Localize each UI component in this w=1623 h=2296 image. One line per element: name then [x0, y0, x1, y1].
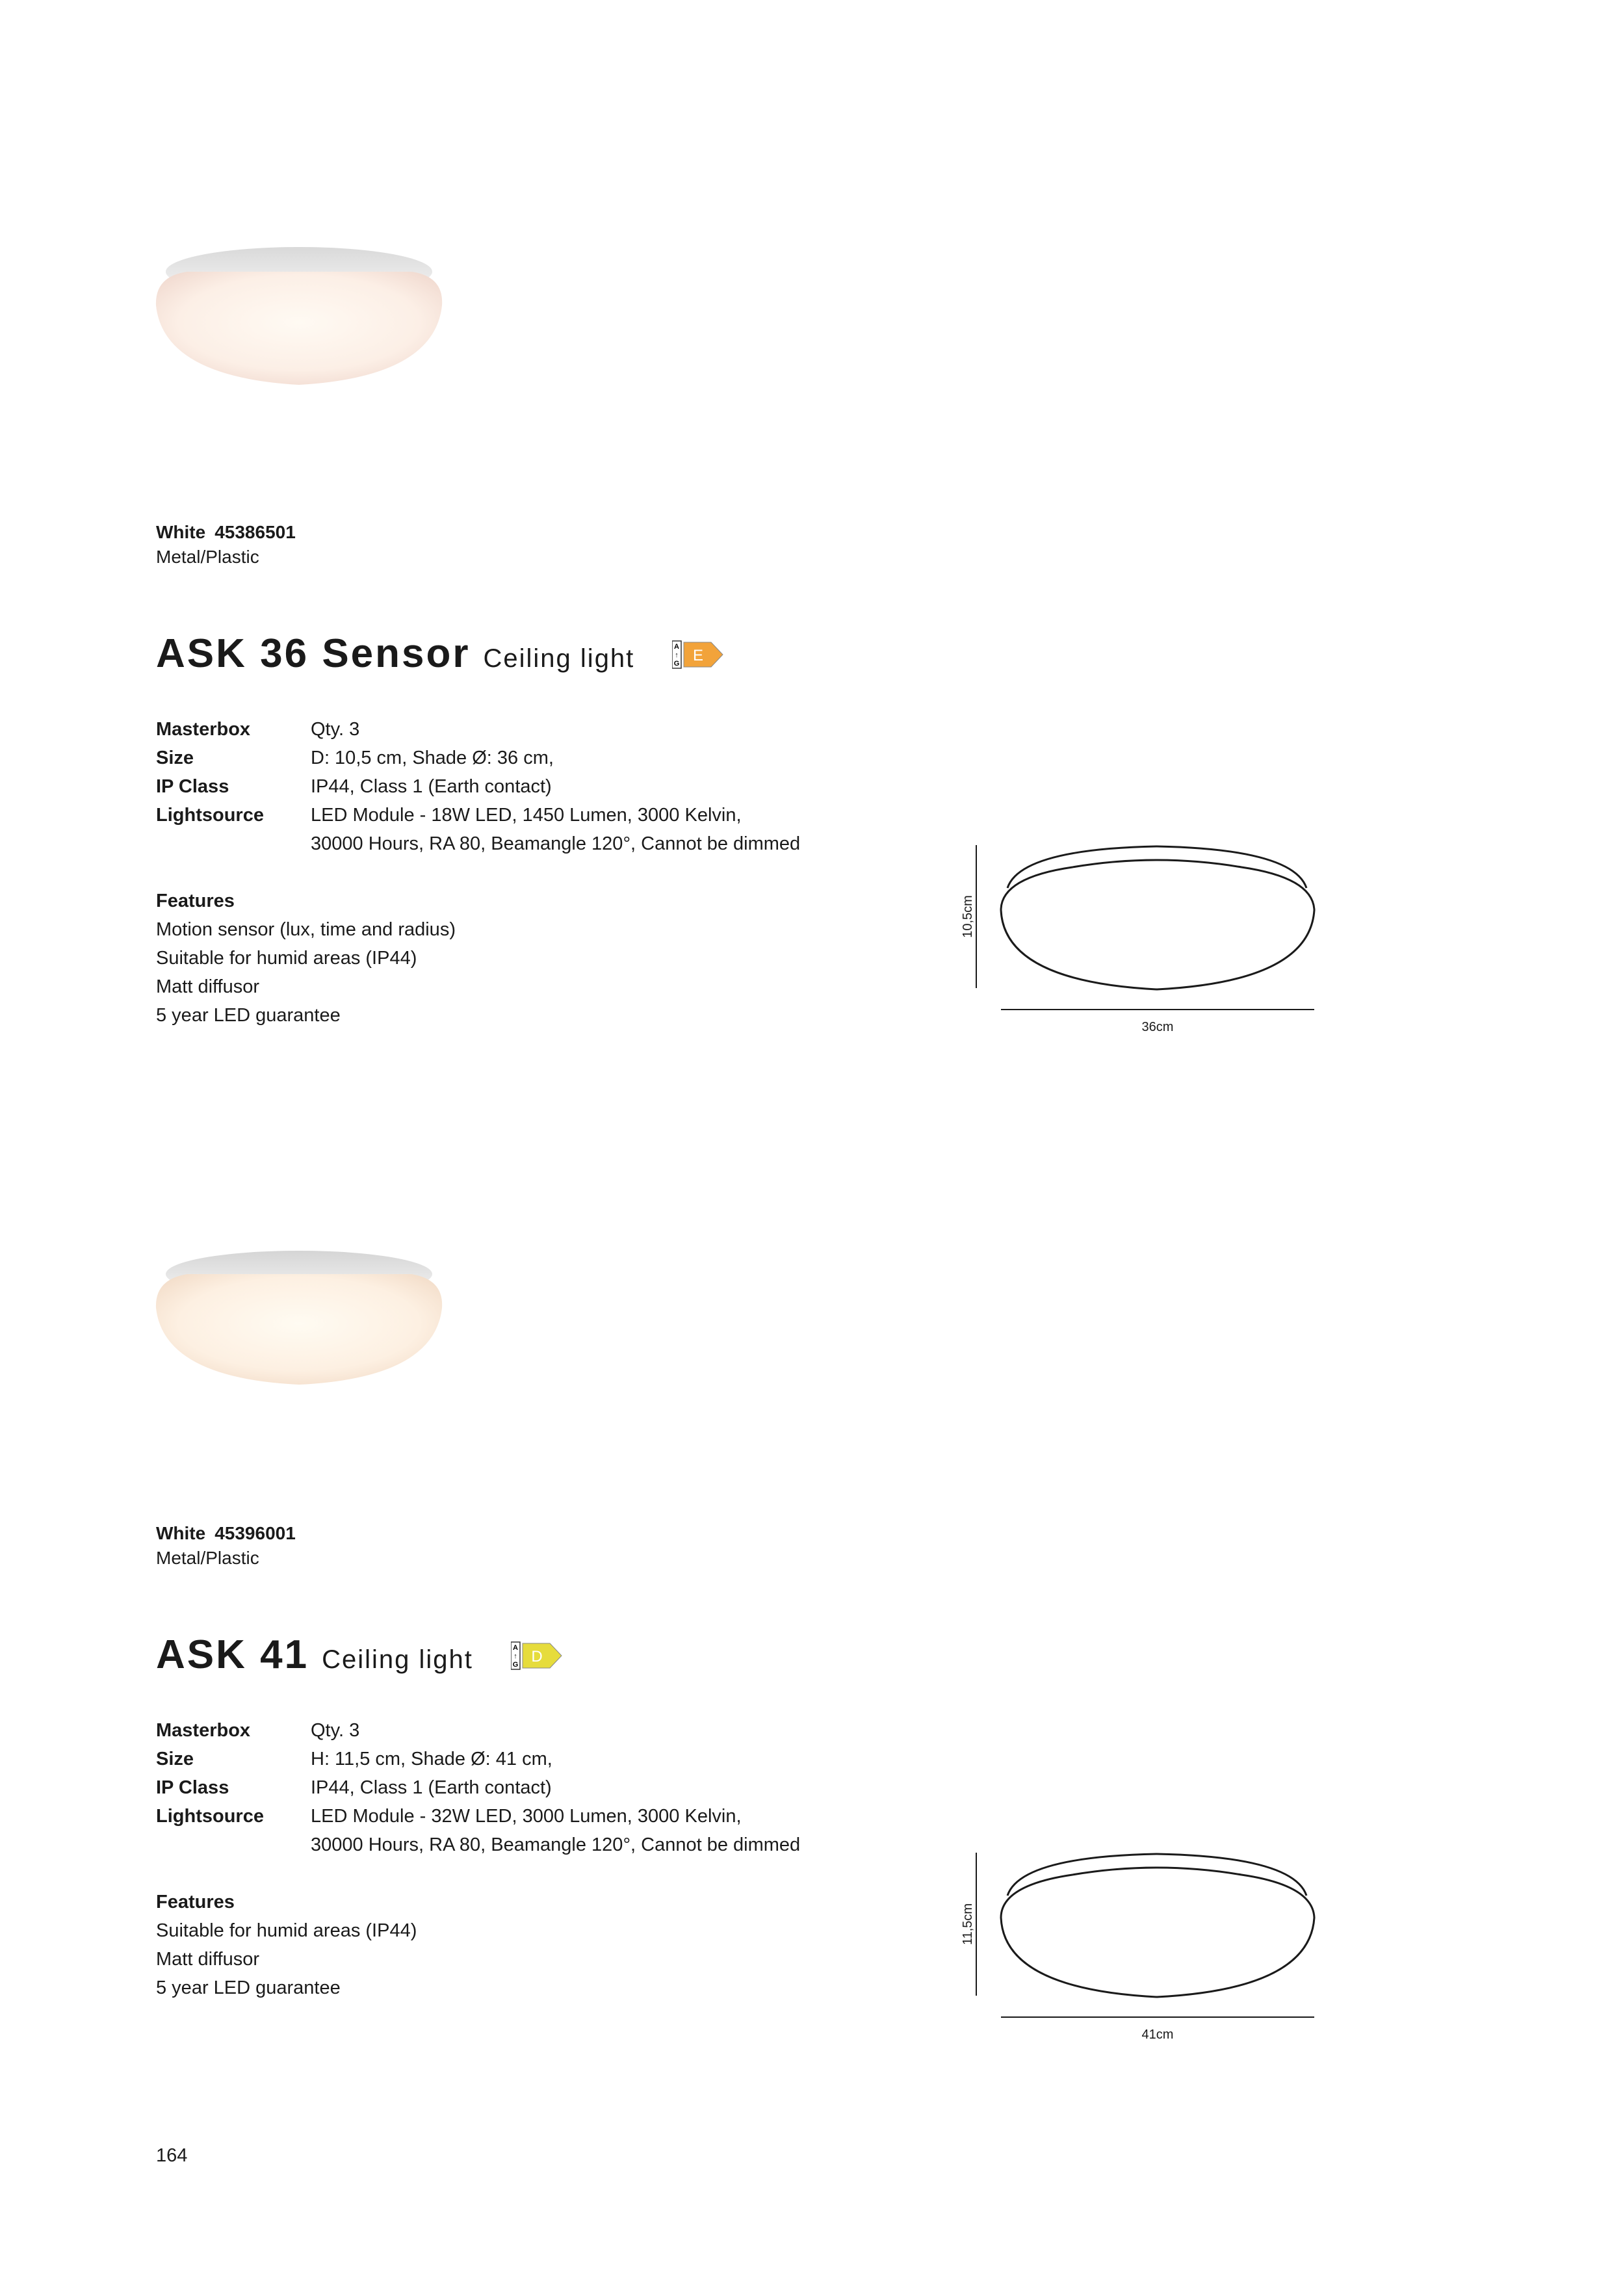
energy-label-icon: [672, 640, 725, 670]
product-subtitle: Ceiling light: [322, 1645, 473, 1674]
product-ask-36-sensor: [0, 215, 1623, 1209]
features-title: Features: [156, 1892, 235, 1912]
spec-row: [156, 1745, 800, 1773]
energy-scale-arrow: ↑: [675, 651, 679, 659]
spec-value: LED Module - 18W LED, 1450 Lumen, 3000 Kelvin, 30000 Hours, RA 80, Beamangle 120°, Cannot be dimmed: [311, 805, 801, 854]
spec-value: H: 11,5 cm, Shade Ø: 41 cm,: [311, 1749, 552, 1769]
spec-label: Lightsource: [156, 805, 264, 826]
spec-label: Size: [156, 748, 194, 768]
spec-row: [156, 715, 800, 744]
product-heading: [156, 1632, 564, 1678]
energy-label-icon: [511, 1641, 564, 1671]
variant-color: White: [156, 522, 206, 542]
spec-value: IP44, Class 1 (Earth contact): [311, 1777, 552, 1798]
spec-value: Qty. 3: [311, 1720, 360, 1741]
spec-row: [156, 1802, 800, 1859]
page-number: 164: [156, 2145, 188, 2166]
variant-info: [156, 520, 296, 569]
spec-table: [156, 1716, 800, 1859]
energy-scale-top: A: [512, 1644, 518, 1652]
spec-label: Masterbox: [156, 719, 251, 740]
features-title: Features: [156, 891, 235, 911]
feature-item: Motion sensor (lux, time and radius): [156, 919, 456, 940]
width-dimension-label: 41cm: [1141, 2028, 1174, 2042]
product-ask-41: [0, 1216, 1623, 2210]
height-dimension-label: 10,5cm: [961, 895, 975, 938]
spec-label: Size: [156, 1749, 194, 1769]
energy-class: E: [693, 647, 704, 664]
spec-label: IP Class: [156, 1777, 229, 1798]
spec-row: [156, 1773, 800, 1802]
dimension-drawing: [955, 839, 1345, 1040]
energy-scale-bottom: G: [512, 1661, 519, 1669]
energy-scale-arrow: ↑: [513, 1652, 517, 1660]
feature-item: Matt diffusor: [156, 1949, 260, 1970]
feature-item: 5 year LED guarantee: [156, 1977, 341, 1998]
feature-item: Suitable for humid areas (IP44): [156, 948, 417, 969]
variant-material: Metal/Plastic: [156, 547, 259, 567]
spec-value: Qty. 3: [311, 719, 360, 740]
features-list: [156, 1888, 417, 2002]
product-heading: [156, 631, 725, 677]
item-number: 45396001: [214, 1523, 296, 1543]
dimension-drawing: [955, 1846, 1345, 2048]
product-subtitle: Ceiling light: [483, 644, 635, 673]
spec-value: IP44, Class 1 (Earth contact): [311, 776, 552, 797]
variant-material: Metal/Plastic: [156, 1548, 259, 1568]
product-title: ASK 41: [156, 1632, 309, 1677]
spec-label: Masterbox: [156, 1720, 251, 1741]
variant-color: White: [156, 1523, 206, 1543]
height-dimension-label: 11,5cm: [961, 1903, 975, 1946]
variant-info: [156, 1521, 296, 1571]
energy-scale-top: A: [674, 643, 680, 651]
spec-table: [156, 715, 800, 858]
product-photo: [148, 215, 454, 429]
product-title: ASK 36 Sensor: [156, 631, 471, 676]
spec-value: D: 10,5 cm, Shade Ø: 36 cm,: [311, 748, 554, 768]
spec-row: [156, 801, 800, 858]
energy-class: D: [531, 1648, 543, 1665]
spec-label: Lightsource: [156, 1806, 264, 1827]
spec-value: LED Module - 32W LED, 3000 Lumen, 3000 Kelvin, 30000 Hours, RA 80, Beamangle 120°, Cannot be dimmed: [311, 1806, 801, 1855]
features-list: [156, 887, 456, 1030]
feature-item: Suitable for humid areas (IP44): [156, 1920, 417, 1941]
spec-row: [156, 744, 800, 772]
feature-item: Matt diffusor: [156, 976, 260, 997]
spec-row: [156, 772, 800, 801]
product-photo: [148, 1216, 454, 1430]
spec-row: [156, 1716, 800, 1745]
spec-label: IP Class: [156, 776, 229, 797]
energy-scale-bottom: G: [674, 660, 680, 668]
width-dimension-label: 36cm: [1141, 1020, 1174, 1034]
feature-item: 5 year LED guarantee: [156, 1005, 341, 1026]
item-number: 45386501: [214, 522, 296, 542]
